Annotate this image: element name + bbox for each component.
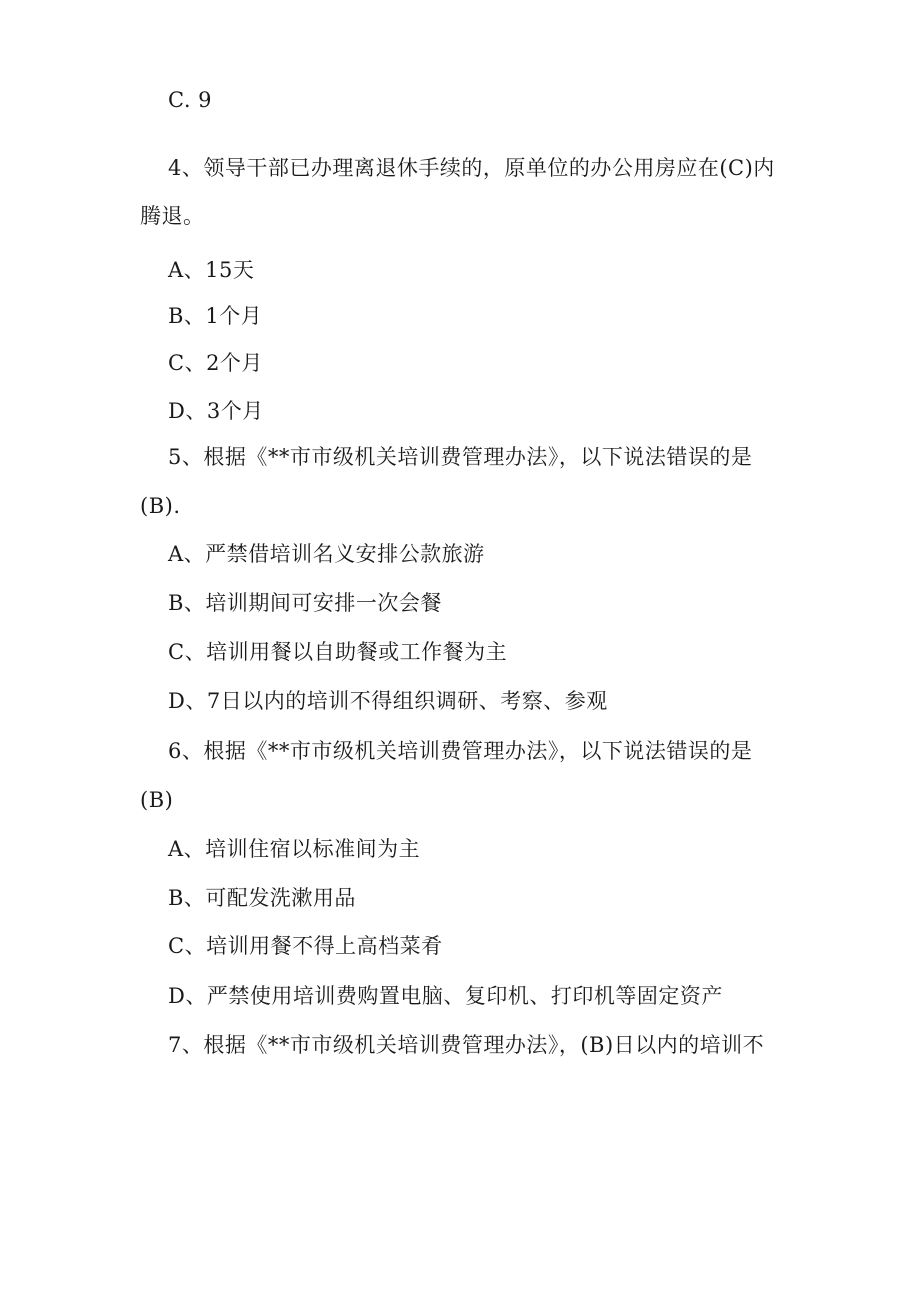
q5-option-b: B、培训期间可安排一次会餐 [168,591,442,615]
q4-option-a: A、15天 [168,258,255,282]
q6-option-b: B、可配发洗漱用品 [168,886,356,910]
q4-question-line-2: 腾退。 [140,204,205,228]
q3-option-c: C. 9 [168,88,213,112]
q6-option-d: D、严禁使用培训费购置电脑、复印机、打印机等固定资产 [168,984,723,1008]
q4-option-c: C、2个月 [168,351,263,375]
q6-question-line-1: 6、根据《**市市级机关培训费管理办法》，以下说法错误的是 [168,739,753,763]
q5-option-d: D、7日以内的培训不得组织调研、考察、参观 [168,689,608,713]
q4-option-d: D、3个月 [168,399,264,423]
q5-option-c: C、培训用餐以自助餐或工作餐为主 [168,640,508,664]
q5-question-line-2: (B). [140,494,181,518]
q6-option-c: C、培训用餐不得上高档菜肴 [168,934,443,958]
q6-question-line-2: (B) [140,788,174,812]
q6-option-a: A、培训住宿以标准间为主 [168,837,421,861]
q4-option-b: B、1个月 [168,304,263,328]
q5-option-a: A、严禁借培训名义安排公款旅游 [168,542,485,566]
q7-question-line-1: 7、根据《**市市级机关培训费管理办法》，(B)日以内的培训不 [168,1033,765,1057]
q4-question-line-1: 4、领导干部已办理离退休手续的，原单位的办公用房应在(C)内 [168,156,775,180]
q5-question-line-1: 5、根据《**市市级机关培训费管理办法》，以下说法错误的是 [168,445,753,469]
